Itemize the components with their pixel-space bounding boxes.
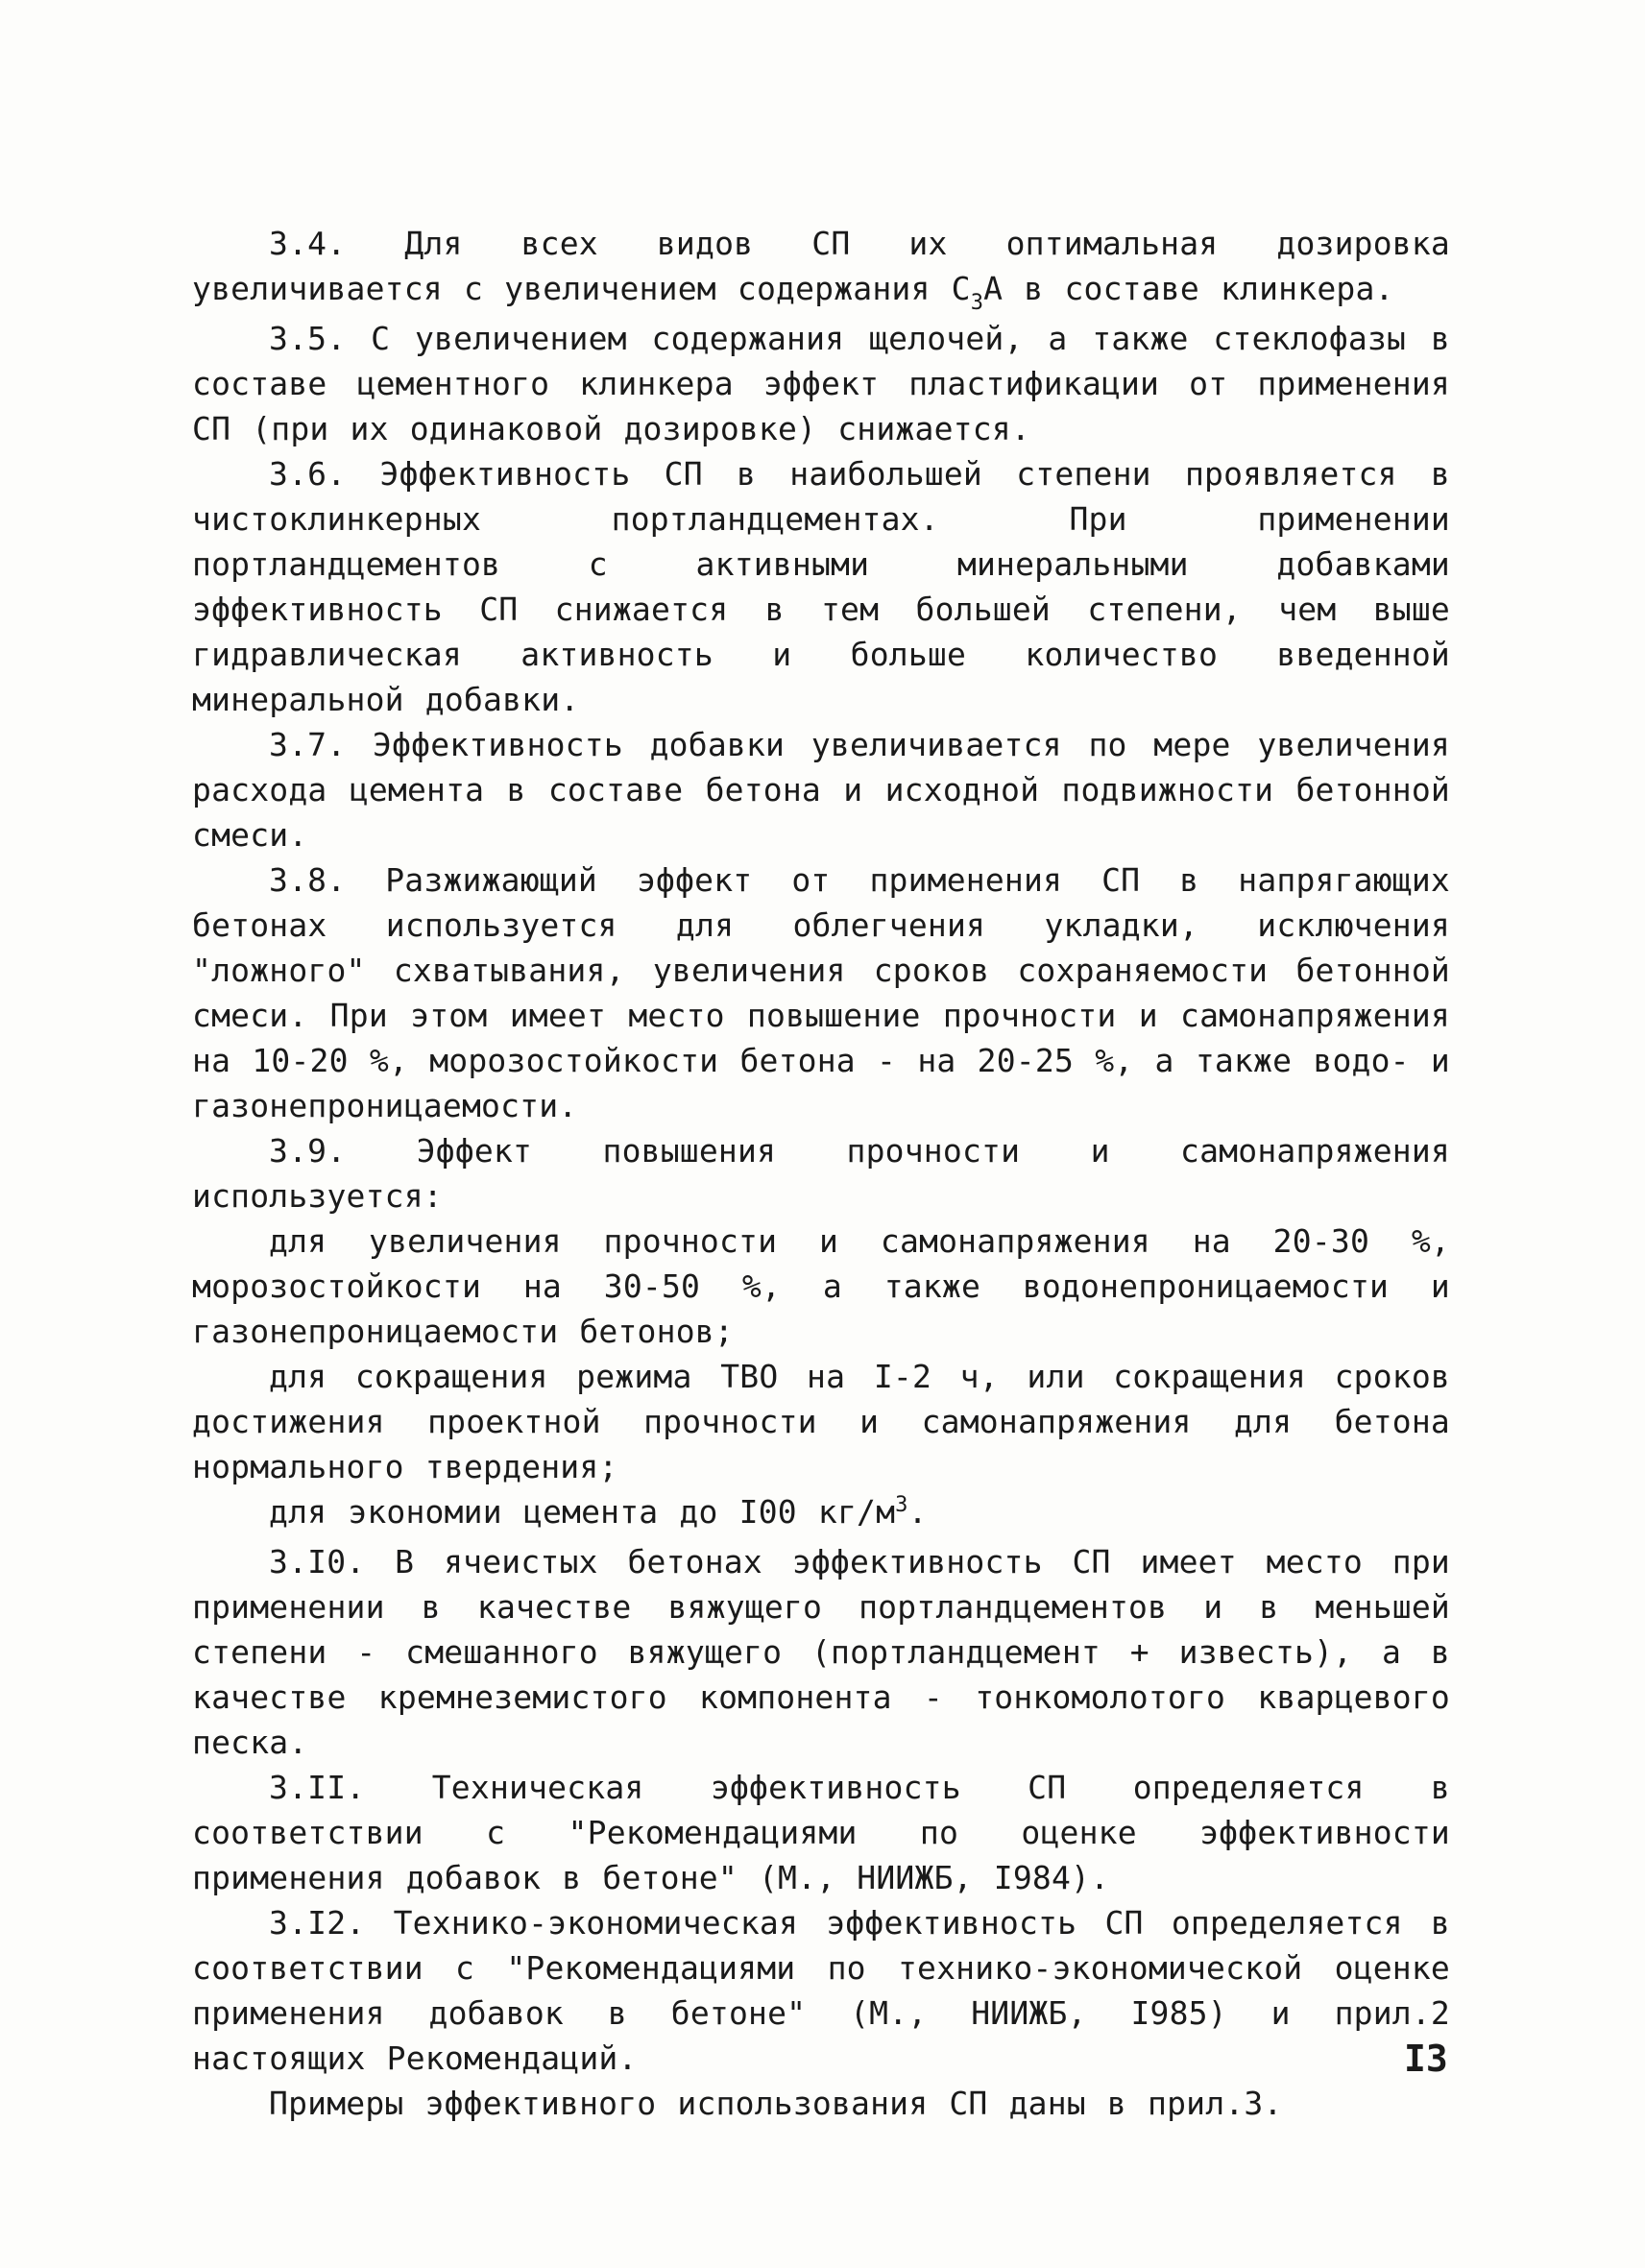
paragraph-3-5: 3.5. С увеличением содержания щелочей, а также стеклофазы в составе цементного клинкера эффект пластификации от применения СП (при их одинаковой дозировке) снижается.: [192, 320, 1450, 447]
list-item-cement-economy: [192, 1489, 1450, 1539]
paragraph-3-12: 3.I2. Технико-экономическая эффективность СП определяется в соответствии с "Рекомендациями по технико-экономической оценке применения добавок в бетоне" (М., НИИЖБ, I985) и прил.2 настоящих Рекомендаций.: [192, 1904, 1450, 2077]
paragraph-3-9: 3.9. Эффект повышения прочности и самонапряжения используется:: [192, 1132, 1450, 1215]
paragraph-3-4: [192, 221, 1450, 316]
paragraph-3-6: 3.6. Эффективность СП в наибольшей степени проявляется в чистоклинкерных портландцементах. При применении портландцементов с активными минеральными добавками эффективность СП снижается в тем большей степени, чем выше гидравлическая активность и больше количество введенной минеральной добавки.: [192, 455, 1450, 718]
paragraph-3-11: 3.II. Техническая эффективность СП определяется в соответствии с "Рекомендациями по оценке эффективности применения добавок в бетоне" (М., НИИЖБ, I984).: [192, 1769, 1450, 1896]
list-item-heat-treatment: для сокращения режима ТВО на I-2 ч, или сокращения сроков достижения проектной прочности и самонапряжения для бетона нормального твердения;: [192, 1358, 1450, 1485]
paragraph-3-4-text: 3.4. Для всех видов СП их оптимальная дозировка увеличивается с увеличением содержания С: [192, 225, 1450, 307]
paragraph-3-8: 3.8. Разжижающий эффект от применения СП в напрягающих бетонах используется для облегчения укладки, исключения "ложного" схватывания, увеличения сроков сохраняемости бетонной смеси. При этом имеет место повышение прочности и самонапряжения на 10-20 %, морозостойкости бетона - на 20-25 %, а также водо- и газонепроницаемости.: [192, 861, 1450, 1124]
paragraph-3-10: 3.I0. В ячеистых бетонах эффективность СП имеет место при применении в качестве вяжущего портландцементов и в меньшей степени - смешанного вяжущего (портландцемент + известь), а в качестве кремнеземистого компонента - тонкомолотого кварцевого песка.: [192, 1543, 1450, 1761]
page-number: I3: [1404, 2038, 1448, 2080]
list-item-cement-economy-text: для экономии цемента до I00 кг/м: [269, 1493, 896, 1531]
paragraph-3-4-text-end: А в составе клинкера.: [983, 270, 1394, 307]
list-item-strength: для увеличения прочности и самонапряжения на 20-30 %, морозостойкости на 30-50 %, а также водонепроницаемости и газонепроницаемости бетонов;: [192, 1222, 1450, 1350]
list-item-cement-economy-end: .: [907, 1493, 928, 1531]
paragraph-examples: Примеры эффективного использования СП даны в прил.3.: [269, 2085, 1283, 2122]
body-text: [192, 221, 1450, 2126]
subscript-3: 3: [970, 291, 984, 315]
superscript-3: 3: [895, 1493, 908, 1517]
paragraph-3-7: 3.7. Эффективность добавки увеличивается по мере увеличения расхода цемента в составе бетона и исходной подвижности бетонной смеси.: [192, 726, 1450, 854]
